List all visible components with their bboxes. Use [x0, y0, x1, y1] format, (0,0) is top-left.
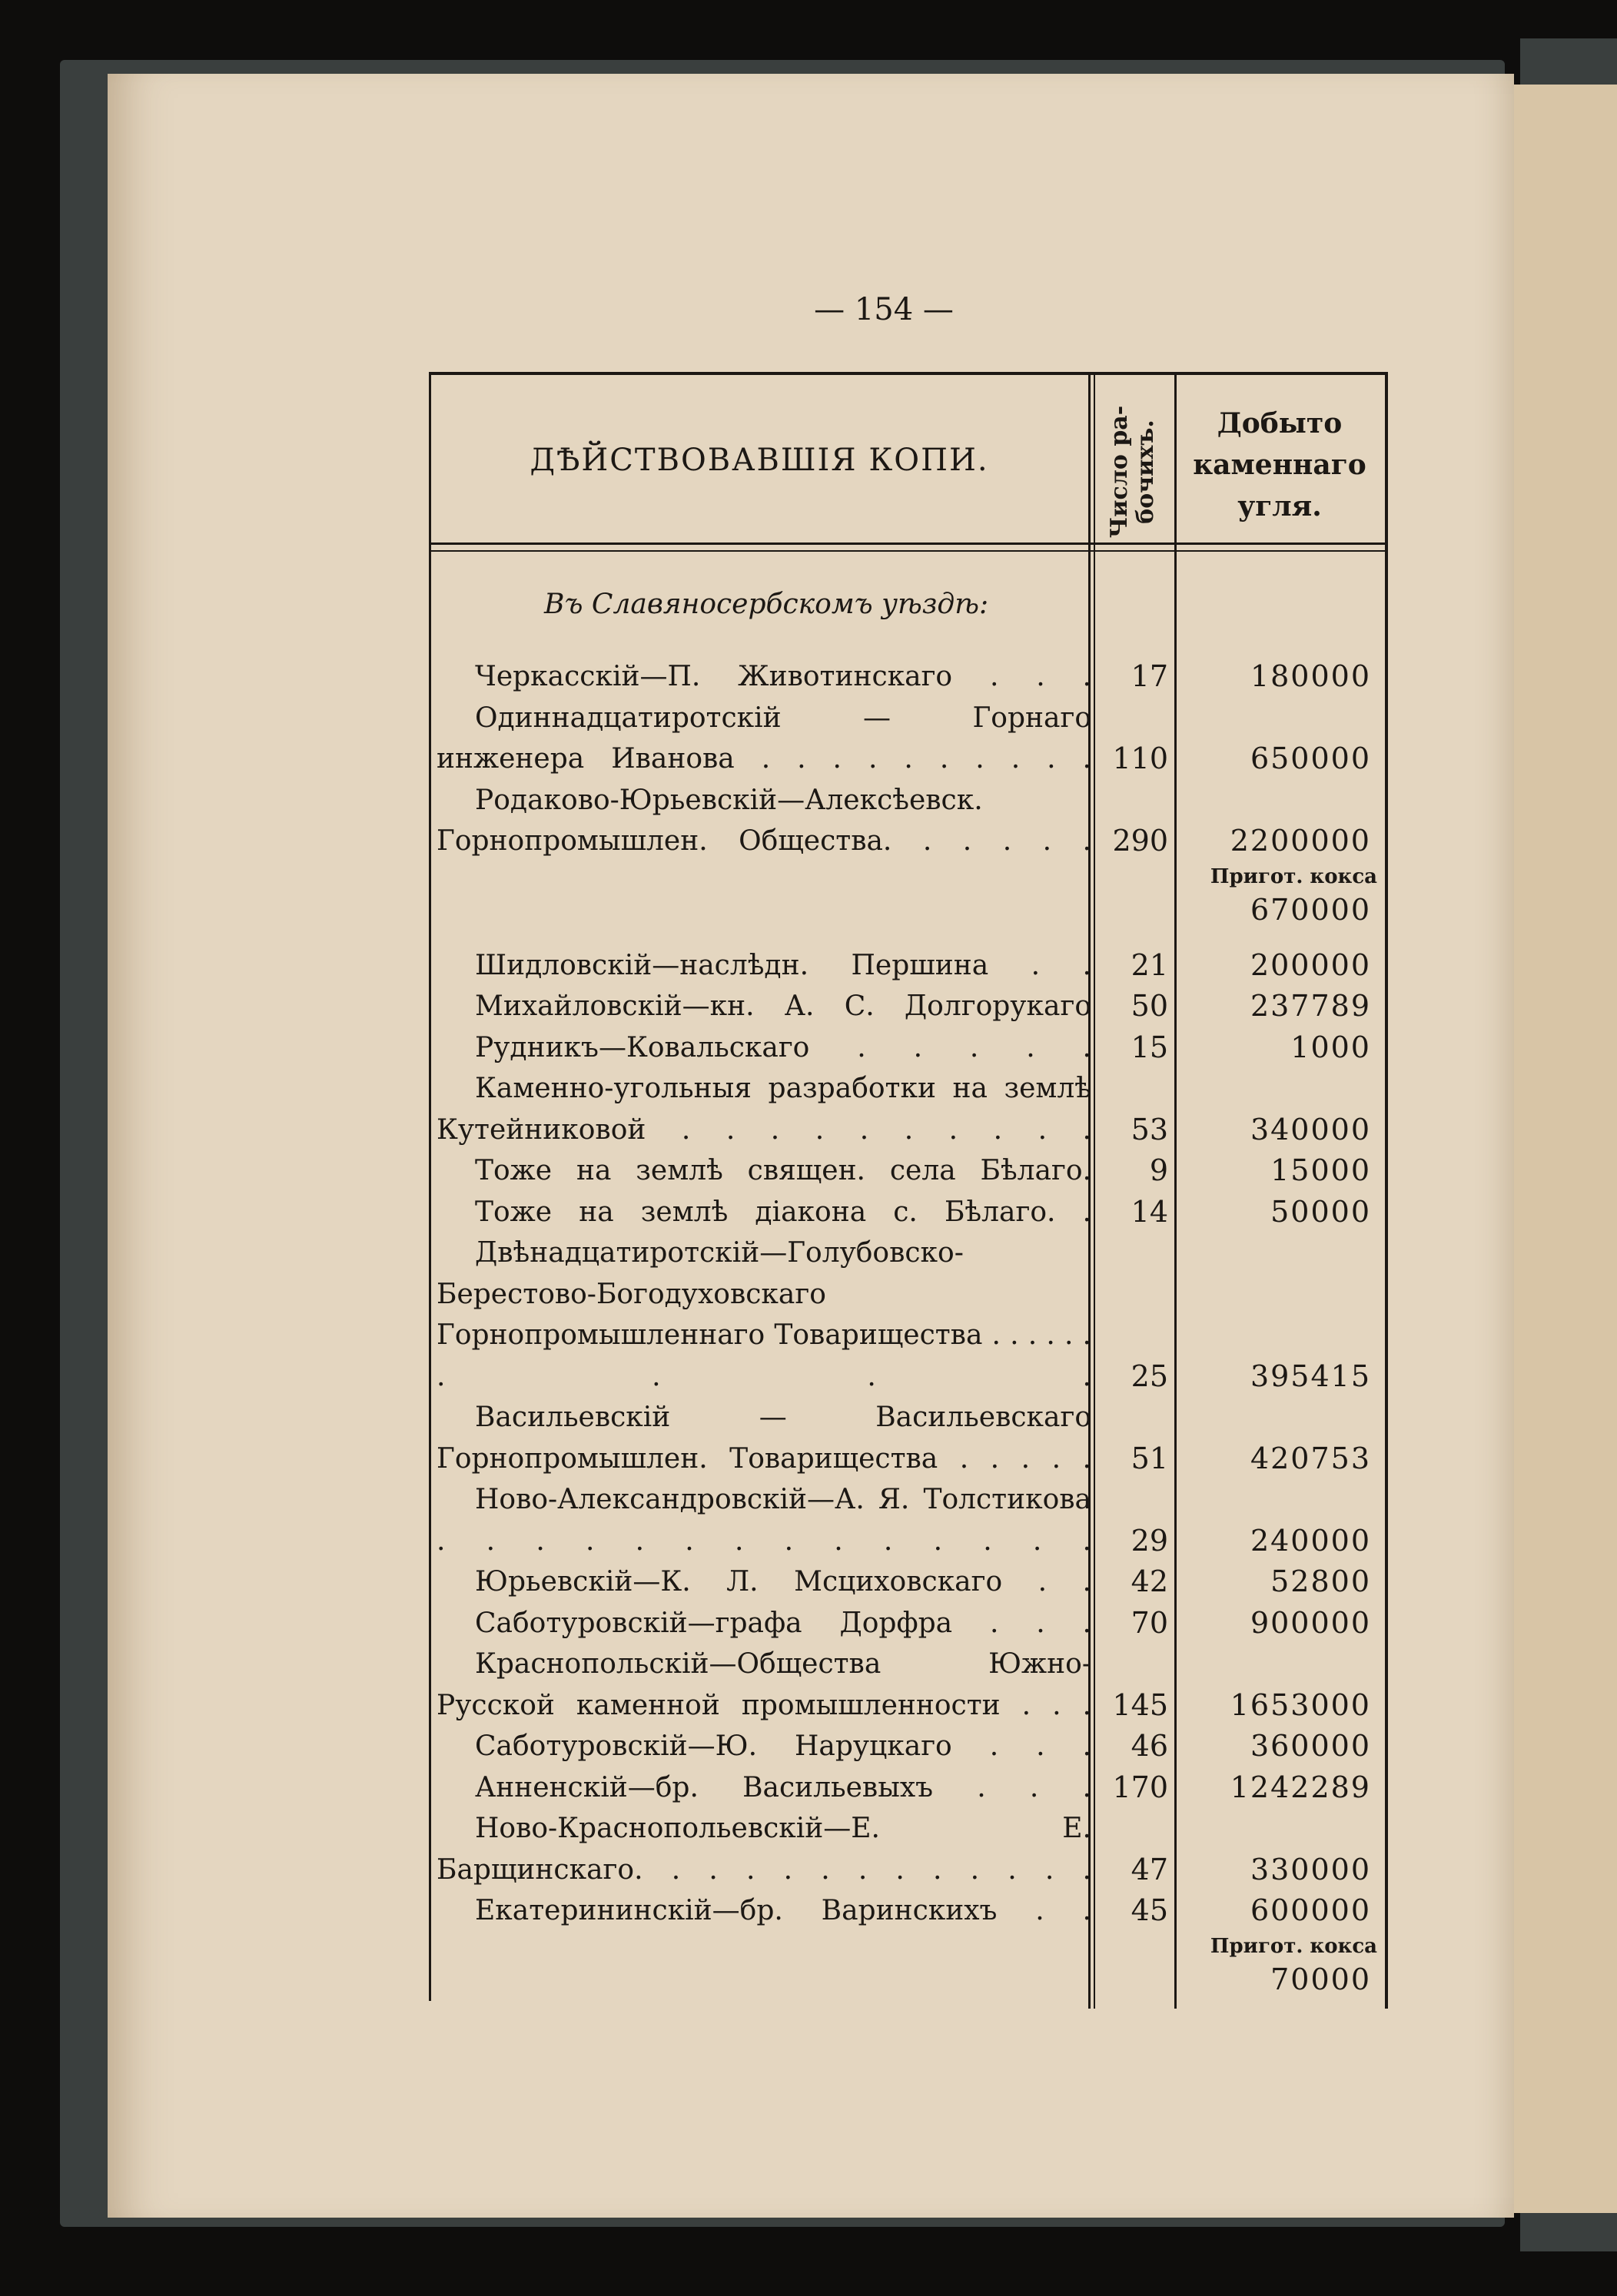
table-row — [429, 1603, 1388, 1644]
next-page-edge — [1505, 85, 1617, 2213]
workers-count: 290 — [1112, 824, 1168, 858]
column-header-mines: ДѢЙСТВОВАВШІЯ КОПИ. — [530, 443, 989, 478]
table-row — [429, 1808, 1388, 1890]
mine-name: Саботуровскій—графа Дорфра . . . — [475, 1607, 1091, 1639]
mine-name: Юрьевскій—К. Л. Мсциховскаго . . — [475, 1566, 1091, 1598]
coal-output: 1000 — [1290, 1030, 1371, 1064]
mine-name: Васильевскій — Васильевскаго Горнопромышлен. Товарищества . . . . . — [437, 1402, 1091, 1475]
mine-name: Шидловскій—наслѣдн. Першина . . — [475, 949, 1091, 981]
workers-count: 42 — [1131, 1564, 1168, 1598]
mine-name: Екатерининскій—бр. Варинскихъ . . — [475, 1895, 1091, 1926]
coke-label: Пригот. кокса — [1210, 864, 1377, 888]
workers-count: 9 — [1149, 1153, 1168, 1187]
coal-output: 200000 — [1250, 947, 1371, 982]
table-row — [429, 1479, 1388, 1561]
mine-name: Родаково-Юрьевскій—Алексѣевск. Горнопромышлен. Общества. . . . . . — [437, 784, 1091, 857]
table-row — [429, 1890, 1388, 1932]
header-rule-2 — [429, 550, 1388, 552]
coke-row — [429, 862, 1388, 945]
column-header-coal: Добыто каменнаго угля. — [1193, 407, 1366, 523]
coal-output: 240000 — [1250, 1523, 1371, 1558]
table-top-rule — [429, 372, 1388, 375]
mine-name: Тоже на землѣ священ. села Бѣлаго. — [475, 1155, 1091, 1186]
mine-name: Краснопольскій—Общества Южно-Русской каменной промышленности . . . — [437, 1648, 1091, 1721]
coal-output: 420753 — [1250, 1441, 1371, 1475]
coal-output: 50000 — [1270, 1194, 1371, 1229]
coke-label: Пригот. кокса — [1210, 1934, 1377, 1958]
workers-count: 50 — [1131, 989, 1168, 1023]
table-row — [429, 1068, 1388, 1150]
mines-table — [429, 372, 1388, 2009]
header-rule-1 — [429, 542, 1388, 545]
mine-name: Михайловскій—кн. А. С. Долгорукаго — [475, 990, 1091, 1022]
table-body — [429, 656, 1388, 2015]
table-row — [429, 1767, 1388, 1809]
workers-count: 25 — [1131, 1359, 1168, 1393]
table-row — [429, 780, 1388, 862]
workers-count: 17 — [1131, 659, 1168, 693]
workers-count: 15 — [1131, 1030, 1168, 1064]
workers-count: 47 — [1131, 1852, 1168, 1886]
workers-count: 110 — [1112, 742, 1168, 775]
coal-output: 900000 — [1250, 1605, 1371, 1640]
mine-name: Рудникъ—Ковальскаго . . . . . — [475, 1031, 1091, 1063]
coal-output: 15000 — [1270, 1153, 1371, 1187]
page-number: — 154 — — [814, 292, 954, 327]
coal-output: 650000 — [1250, 742, 1371, 775]
coal-output: 360000 — [1250, 1729, 1371, 1763]
mine-name: Каменно-угольныя разработки на землѣ Кутейниковой . . . . . . . . . . — [437, 1073, 1091, 1146]
workers-count: 29 — [1131, 1523, 1168, 1558]
workers-count: 46 — [1131, 1729, 1168, 1763]
coal-output: 52800 — [1270, 1564, 1371, 1598]
coke-row — [429, 1932, 1388, 2015]
workers-count: 170 — [1112, 1770, 1168, 1804]
table-row — [429, 1561, 1388, 1603]
table-row — [429, 656, 1388, 698]
mine-name: Саботуровскій—Ю. Наруцкаго . . . — [475, 1730, 1091, 1762]
coke-output: 70000 — [1270, 1962, 1371, 1996]
coal-output: 600000 — [1250, 1893, 1371, 1927]
coal-output: 1242289 — [1230, 1770, 1371, 1804]
table-row — [429, 1644, 1388, 1726]
workers-count: 51 — [1131, 1441, 1168, 1475]
table-row — [429, 1397, 1388, 1479]
district-heading: Въ Славяносербскомъ уѣздѣ: — [544, 589, 989, 620]
workers-count: 21 — [1131, 947, 1168, 982]
mine-name: Тоже на землѣ діакона с. Бѣлаго. . — [475, 1196, 1091, 1228]
workers-count: 45 — [1131, 1893, 1168, 1927]
workers-count: 53 — [1131, 1112, 1168, 1146]
table-row — [429, 1027, 1388, 1069]
workers-count: 70 — [1131, 1605, 1168, 1640]
coal-output: 180000 — [1250, 659, 1371, 693]
mine-name: Анненскій—бр. Васильевыхъ . . . — [475, 1771, 1091, 1803]
column-header-workers-text: Число ра- бочихъ. — [1106, 405, 1159, 539]
column-header-workers — [1094, 386, 1171, 539]
mine-name: Ново-Александровскій—А. Я. Толстикова . . . . . . . . . . . . . . — [437, 1484, 1091, 1557]
table-row — [429, 1150, 1388, 1192]
workers-count: 145 — [1112, 1687, 1168, 1722]
coal-output: 1653000 — [1230, 1687, 1371, 1722]
table-row — [429, 698, 1388, 780]
table-row — [429, 986, 1388, 1027]
workers-count: 14 — [1131, 1194, 1168, 1229]
mine-name: Двѣнадцатиротскій—Голубовско-Берестово-Богодуховскаго Горнопромышленнаго Товарищества . . . . . . . . . . — [437, 1237, 1091, 1392]
coal-output: 2200000 — [1230, 824, 1371, 858]
table-row — [429, 1192, 1388, 1233]
coal-output: 340000 — [1250, 1112, 1371, 1146]
coke-output: 670000 — [1250, 892, 1371, 927]
mine-name: Одиннадцатиротскій — Горнаго инженера Иванова . . . . . . . . . . — [437, 702, 1091, 775]
coal-output: 237789 — [1250, 989, 1371, 1023]
coal-output: 330000 — [1250, 1852, 1371, 1886]
coal-output: 395415 — [1250, 1359, 1371, 1393]
table-row — [429, 1233, 1388, 1397]
mine-name: Ново-Краснопольевскій—Е. Е. Барщинскаго. . . . . . . . . . . . . — [437, 1813, 1091, 1886]
table-row — [429, 945, 1388, 987]
table-row — [429, 1726, 1388, 1767]
mine-name: Черкасскій—П. Животинскаго . . . — [475, 661, 1091, 692]
